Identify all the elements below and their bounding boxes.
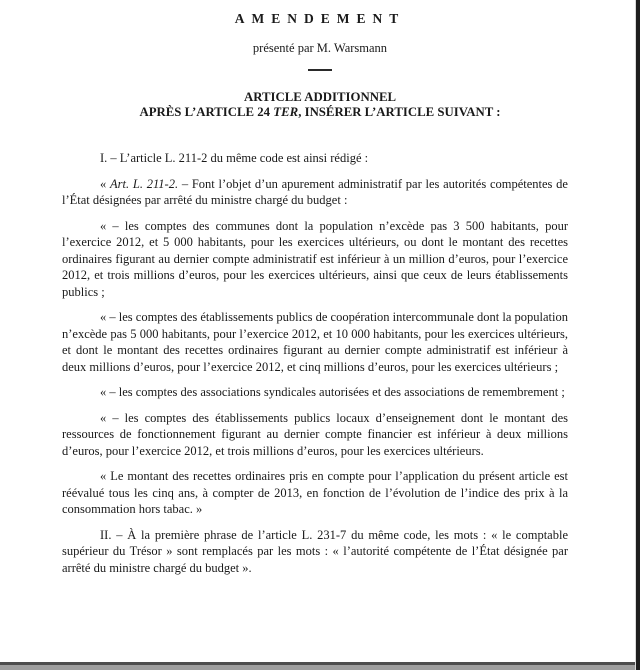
paragraph-segment: II. – À la première phrase de l’article L. 231-7 du même code, les mots : « le comptable supérieur du Trésor » sont remplacés par les mots : « l’autorité compétente de l’État désignée par arrêté du ministre chargé du budget ». [62,527,568,575]
paragraph [62,309,568,375]
article-heading [8,90,632,119]
paragraph-segment: « – les comptes des communes dont la population n’excède pas 3 500 habitants, pour l’exercice 2012, et 5 000 habitants, pour les exercices ultérieurs, ou dont le montant des recettes ordinaires figurant au dernier compte administratif est inférieur à un million d’euros, pour l’exercice 2012, et trois millions d’euros, pour les exercices ultérieurs, ainsi que ceux de leurs établissements publics ; [62,218,568,299]
paragraph-segment: « – les comptes des établissements publics locaux d’enseignement dont le montant des ressources de fonctionnement figurant au dernier compte financier est inférieur à deux millions d’euros, pour l’exercice 2012, et trois millions d’euros, pour les exercices ultérieurs. [62,410,568,458]
article-heading-line1: ARTICLE ADDITIONNEL [243,90,397,104]
heading-line2-italic: TER [273,104,299,119]
paragraph-segment: « [100,176,111,191]
paragraph [62,218,568,301]
paragraph-segment: I. – L’article L. 211-2 du même code est ainsi rédigé : [100,151,369,165]
paragraph-segment-italic: Art. L. 211-2. [110,176,179,191]
article-heading-line2 [8,105,632,120]
paragraph-segment: « Le montant des recettes ordinaires pris en compte pour l’application du présent article est réévalué tous les cinq ans, à compter de 2013, en fonction de l’évolution de l’indice des prix à la consommation hors tabac. » [62,469,568,516]
document-body [62,150,568,576]
scan-edge-bottom-light [0,665,640,670]
paragraph-segment: – Font l’objet d’un apurement administratif par les autorités compétentes de l’État désignées par arrêté du ministre chargé du budget : [62,176,568,207]
heading-line2-before: APRÈS L’ARTICLE 24 [139,104,274,119]
paragraph [62,410,568,460]
paragraph [62,176,568,209]
paragraph-segment: « – les comptes des établissements publics de coopération intercommunale dont la population n’excède pas 5 000 habitants, pour l’exercice 2012, et 10 000 habitants, pour les exercices ultérieurs, et dont le montant des recettes ordinaires figurant au dernier compte administratif est inférieur à deux millions d’euros, pour l’exercice 2012, et cinq millions d’euros, pour les exercices ultérieurs ; [62,310,568,374]
scan-edge-right [635,0,640,670]
separator-rule [308,69,332,71]
paragraph [62,150,568,167]
paragraph [62,527,568,577]
paragraph [62,468,568,518]
document-title: AMENDEMENT [234,11,406,26]
heading-line2-after: , INSÉRER L’ARTICLE SUIVANT : [298,104,501,119]
paragraph-segment: « – les comptes des associations syndicales autorisées et des associations de remembrement ; [100,385,565,399]
presenter-line: présenté par M. Warsmann [252,41,388,55]
scan-edge-bottom [0,662,640,670]
paragraph [62,384,568,401]
